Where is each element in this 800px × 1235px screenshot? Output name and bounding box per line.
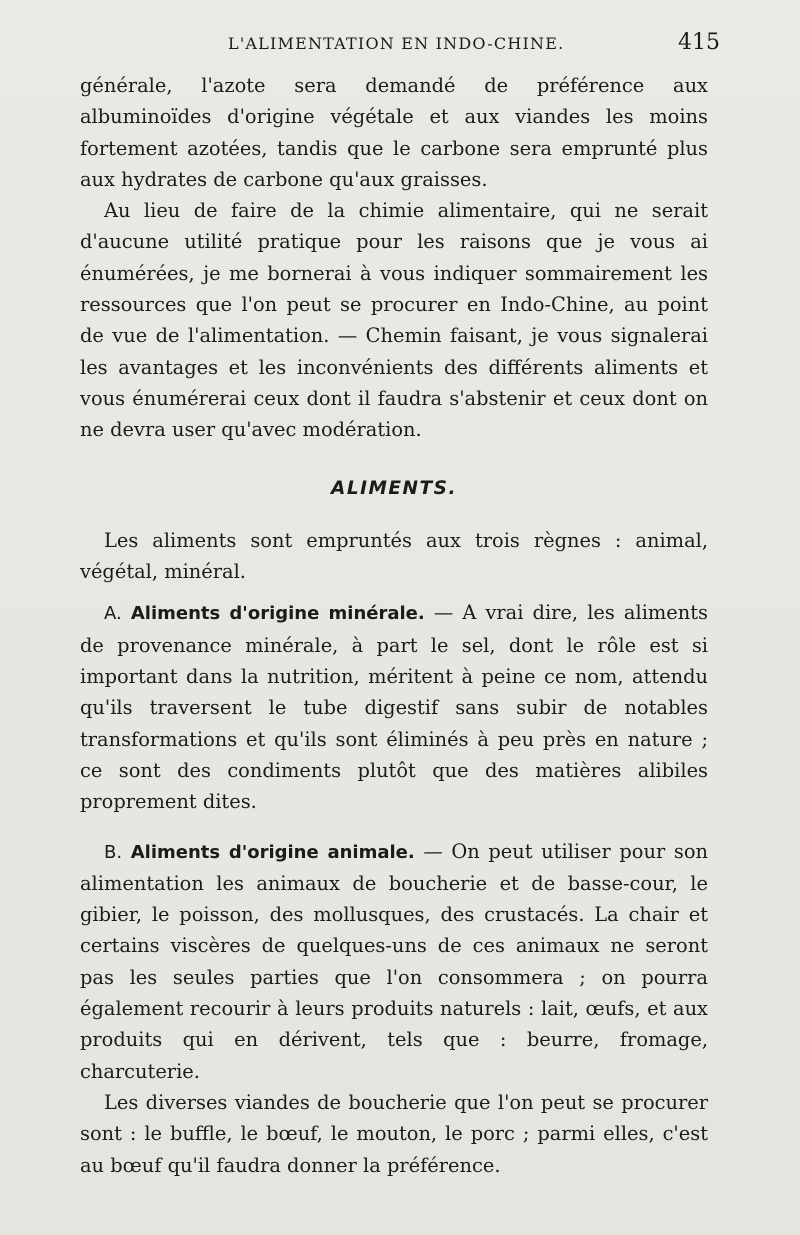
subsection-mineral (80, 597, 708, 817)
paragraph-aliments-intro: Les aliments sont empruntés aux trois règnes : animal, végétal, minéral. (80, 528, 708, 584)
body-text (80, 70, 708, 1181)
subsection-title: Aliments d'origine minérale. (130, 603, 425, 625)
subsection-animal (80, 836, 708, 1087)
section-heading-aliments: ALIMENTS. (331, 477, 457, 499)
subsection-letter: B. (104, 841, 123, 863)
spacer (80, 818, 708, 836)
page-number: 415 (678, 30, 720, 55)
running-header (80, 30, 720, 58)
subsection-text: — A vrai dire, les aliments de provenance minérale, à part le sel, dont le rôle est si important dans la nutrition, méritent à peine ce nom, attendu qu'ils traversent le tube digestif sans subir de notables transformations et qu'ils sont éliminés à peu près en nature ; ce sont des condiments plutôt que des matières alibiles proprement dites. (80, 601, 708, 814)
paragraph-viandes: Les diverses viandes de boucherie que l'on peut se procurer sont : le buffle, le bœuf, le mouton, le porc ; parmi elles, c'est au bœuf qu'il faudra donner la préférence. (80, 1090, 708, 1177)
paragraph-continuation: générale, l'azote sera demandé de préférence aux albuminoïdes d'origine végétale et aux viandes les moins fortement azotées, tandis que le carbone sera emprunté plus aux hydrates de carbone qu'aux graisses. (80, 74, 708, 191)
subsection-title: Aliments d'origine animale. (130, 841, 415, 863)
spacer (80, 587, 708, 597)
paragraph-intro: Au lieu de faire de la chimie alimentaire, qui ne serait d'aucune utilité pratique pour les raisons que je vous ai énumérées, je me bornerai à vous indiquer sommairement les ressources que l'on peut se procurer en Indo-Chine, au point de vue de l'alimentation. — Chemin faisant, je vous signalerai les avantages et les inconvénients des différents aliments et vous énumérerai ceux dont il faudra s'abstenir et ceux dont on ne devra user qu'avec modération. (80, 199, 708, 442)
running-title: L'ALIMENTATION EN INDO-CHINE. (228, 34, 565, 53)
subsection-text: — On peut utiliser pour son alimentation les animaux de boucherie et de basse-cour, le gibier, le poisson, des mollusques, des crustacés. La chair et certains viscères de quelques-uns de ces animaux ne seront pas les seules parties que l'on consommera ; on pourra également recourir à leurs produits naturels : lait, œufs, et aux produits qui en dérivent, tels que : beurre, fromage, charcuterie. (80, 839, 708, 1083)
subsection-letter: A. (104, 603, 122, 625)
